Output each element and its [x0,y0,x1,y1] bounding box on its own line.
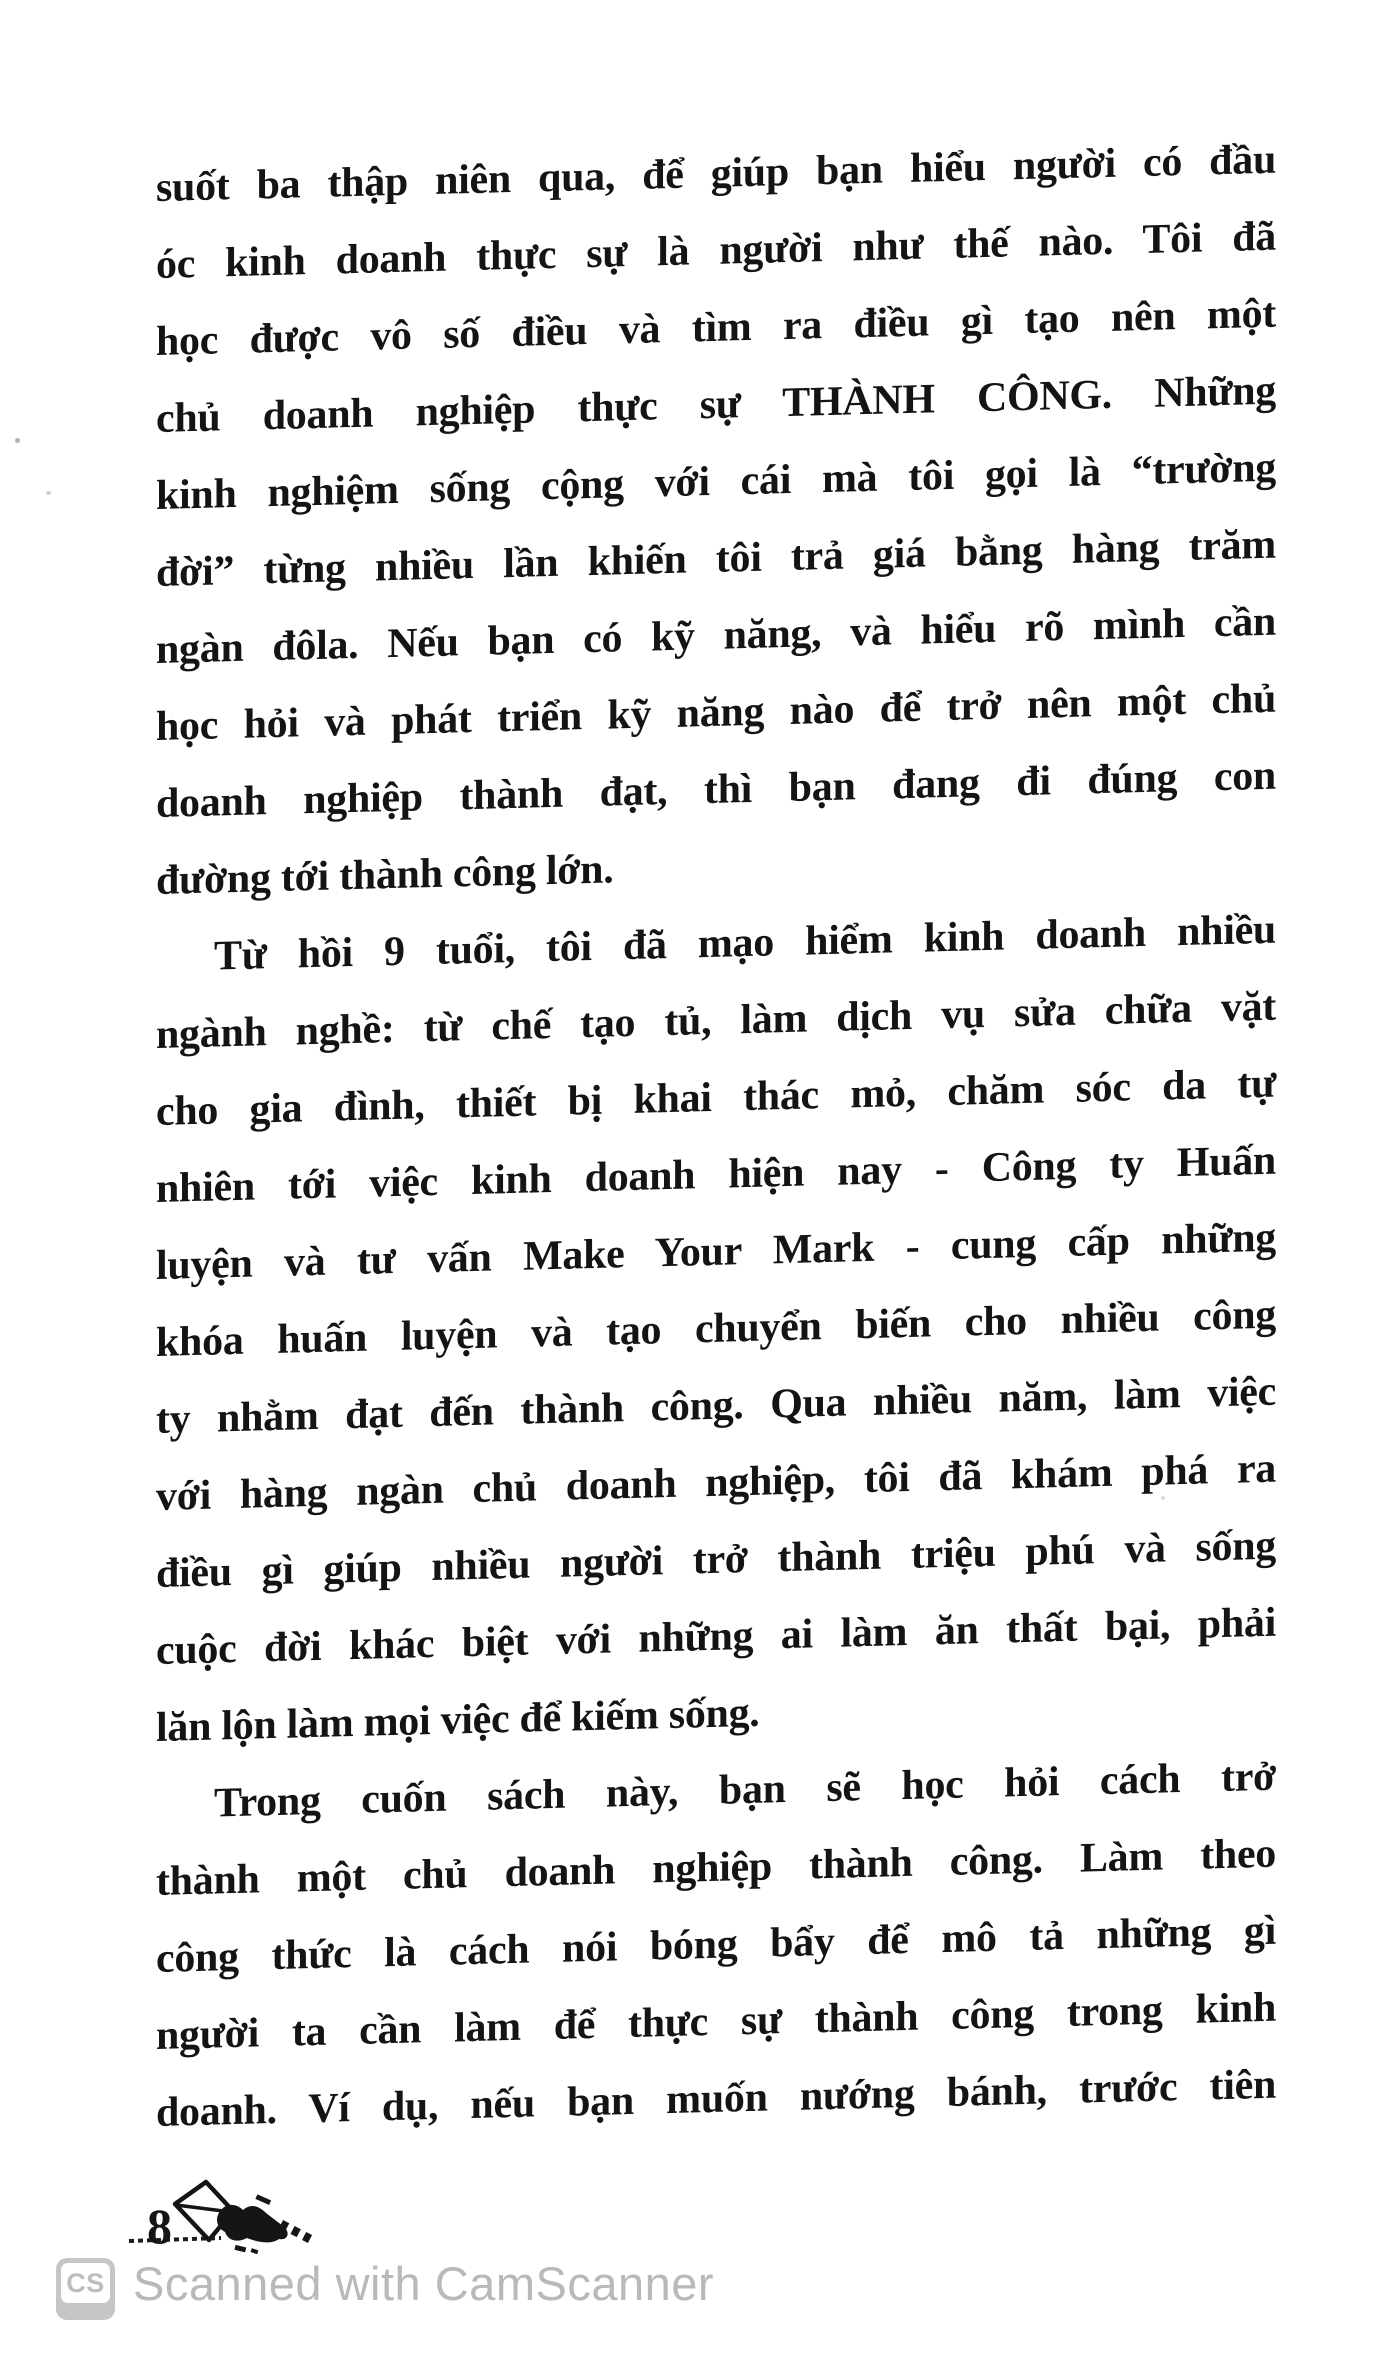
text-line: thành một chủ doanh nghiệp thành công. Làm theo [156,1830,1276,1905]
ink-blob-icon [217,2205,288,2243]
text-line: doanh nghiệp thành đạt, thì bạn đang đi đúng con [156,752,1276,827]
text-line: công thức là cách nói bóng bẩy để mô tả những gì [156,1907,1276,1982]
text-line: óc kinh doanh thực sự là người như thế nào. Tôi đã [156,213,1276,288]
text-line: Từ hồi 9 tuổi, tôi đã mạo hiểm kinh doanh nhiều [214,906,1276,980]
text-line: đời” từng nhiều lần khiến tôi trả giá bằng hàng trăm [156,521,1276,596]
text-line: cho gia đình, thiết bị khai thác mỏ, chăm sóc da tự [156,1060,1276,1135]
camscanner-logo-icon [56,2258,115,2320]
text-line: nhiên tới việc kinh doanh hiện nay - Công ty Huấn [156,1137,1276,1212]
page-number: 8 [147,2198,172,2254]
text-line: ngàn đôla. Nếu bạn có kỹ năng, và hiểu rõ mình cần [156,598,1276,673]
watermark-label: Scanned with CamScanner [133,2257,715,2310]
scan-speck [15,438,20,443]
scan-speck [46,491,51,495]
text-line: luyện và tư vấn Make Your Mark - cung cấp những [156,1214,1276,1289]
text-line: ty nhằm đạt đến thành công. Qua nhiều năm, làm việc [156,1368,1276,1443]
text-line: đường tới thành công lớn. [156,846,614,904]
text-line: chủ doanh nghiệp thực sự THÀNH CÔNG. Những [156,367,1276,442]
text-line: học hỏi và phát triển kỹ năng nào để trở nên một chủ [156,675,1276,750]
text-line: khóa huấn luyện và tạo chuyển biến cho nhiều công [156,1291,1276,1366]
text-line: cuộc đời khác biệt với những ai làm ăn thất bại, phải [156,1599,1276,1674]
text-line: lăn lộn làm mọi việc để kiếm sống. [156,1689,760,1751]
text-line: học được vô số điều và tìm ra điều gì tạo nên một [156,290,1276,365]
text-line: điều gì giúp nhiều người trở thành triệu phú và sống [156,1522,1276,1597]
text-line: với hàng ngàn chủ doanh nghiệp, tôi đã khám phá ra [156,1445,1276,1520]
text-line: Trong cuốn sách này, bạn sẽ học hỏi cách trở [214,1753,1276,1827]
ink-speck [255,2194,271,2205]
text-line: suốt ba thập niên qua, để giúp bạn hiểu người có đầu [156,136,1276,211]
text-line: người ta cần làm để thực sự thành công trong kinh [156,1984,1276,2059]
text-line: ngành nghề: từ chế tạo tủ, làm dịch vụ sửa chữa vặt [156,983,1276,1058]
camscanner-watermark [0,2250,1376,2340]
body-text-block [156,122,1276,2152]
text-line: doanh. Ví dụ, nếu bạn muốn nướng bánh, trước tiên [156,2061,1276,2136]
scan-speck [1161,1496,1165,1500]
camscanner-badge-label: CS [61,2263,110,2303]
text-line: kinh nghiệm sống cộng với cái mà tôi gọi là “trường [156,444,1276,519]
page-footer-ornament [85,2148,315,2263]
